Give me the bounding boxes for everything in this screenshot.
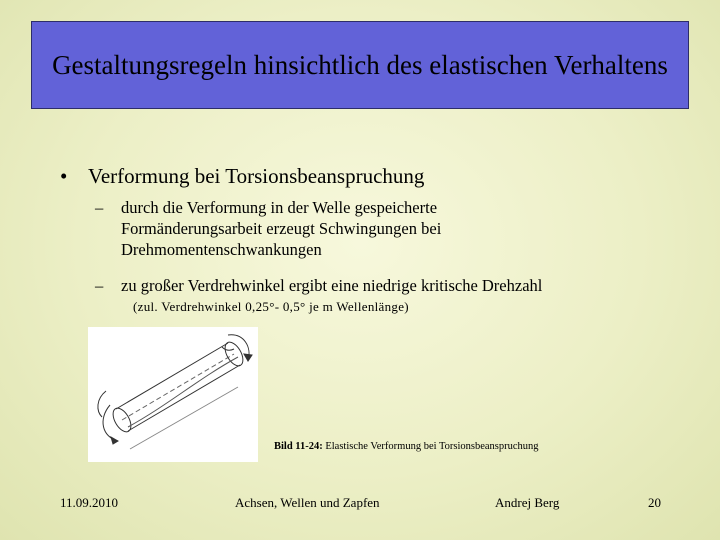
bullet-text: Verformung bei Torsionsbeanspruchung [88,164,425,188]
sub-bullet-2 [95,275,675,296]
figure-caption-text: Elastische Verformung bei Torsionsbeanspruchung [325,441,539,452]
footer-page-number: 20 [648,495,661,510]
shaft-torsion-drawing [88,327,258,462]
figure-caption-label: Bild 11-24: [274,441,323,452]
slide-title: Gestaltungsregeln hinsichtlich des elastischen Verhaltens [52,50,668,80]
sub-bullet-text: zu großer Verdrehwinkel ergibt eine niedrige kritische Drehzahl [121,276,543,295]
shaft-torsion-figure [88,327,258,462]
dash-icon: – [95,276,104,295]
footer-date: 11.09.2010 [60,495,119,510]
bullet-level1 [60,163,424,189]
sub-bullet-1 [95,197,515,260]
bullet-dot-icon: • [60,164,68,188]
slide-title-box [31,21,689,109]
footer-topic: Achsen, Wellen und Zapfen [235,495,380,510]
sub-bullet-text: durch die Verformung in der Welle gespeicherte Formänderungsarbeit erzeugt Schwingungen bei Drehmomentenschwankungen [121,198,442,259]
figure-caption [274,440,539,454]
footer-author: Andrej Berg [495,495,560,510]
torsion-angle-note: (zul. Verdrehwinkel 0,25°- 0,5° je m Wellenlänge) [133,299,409,314]
dash-icon: – [95,198,104,217]
